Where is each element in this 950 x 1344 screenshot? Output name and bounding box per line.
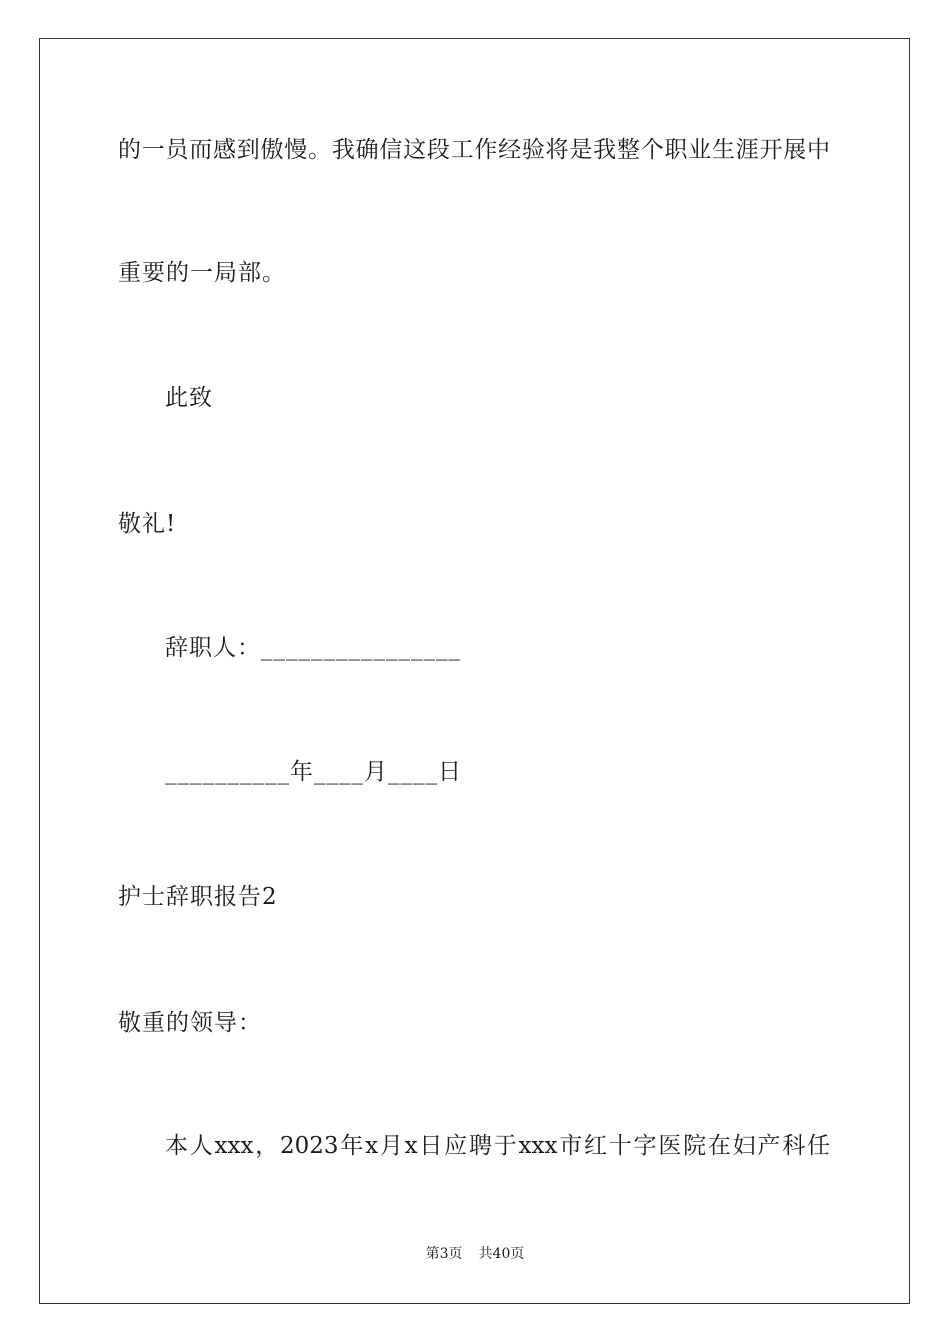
page-footer bbox=[0, 1244, 950, 1264]
date-line: __________年____月____日 bbox=[165, 759, 462, 785]
closing-regards: 敬礼! bbox=[118, 511, 177, 537]
signature-line: 辞职人：________________ bbox=[165, 635, 461, 661]
paragraph-line-3: 本人xxx，2023年x月x日应聘于xxx市红十字医院在妇产科任 bbox=[165, 1133, 830, 1159]
page-total: 共40页 bbox=[478, 1246, 525, 1262]
page-number: 第3页 bbox=[425, 1246, 463, 1262]
closing-salutation: 此致 bbox=[165, 385, 213, 411]
paragraph-line-2: 重要的一局部。 bbox=[118, 260, 286, 286]
paragraph-line-1: 的一员而感到傲慢。我确信这段工作经验将是我整个职业生涯开展中 bbox=[118, 137, 830, 163]
page-border bbox=[39, 38, 910, 1304]
greeting: 敬重的领导： bbox=[118, 1010, 262, 1036]
section-title: 护士辞职报告2 bbox=[118, 884, 278, 910]
